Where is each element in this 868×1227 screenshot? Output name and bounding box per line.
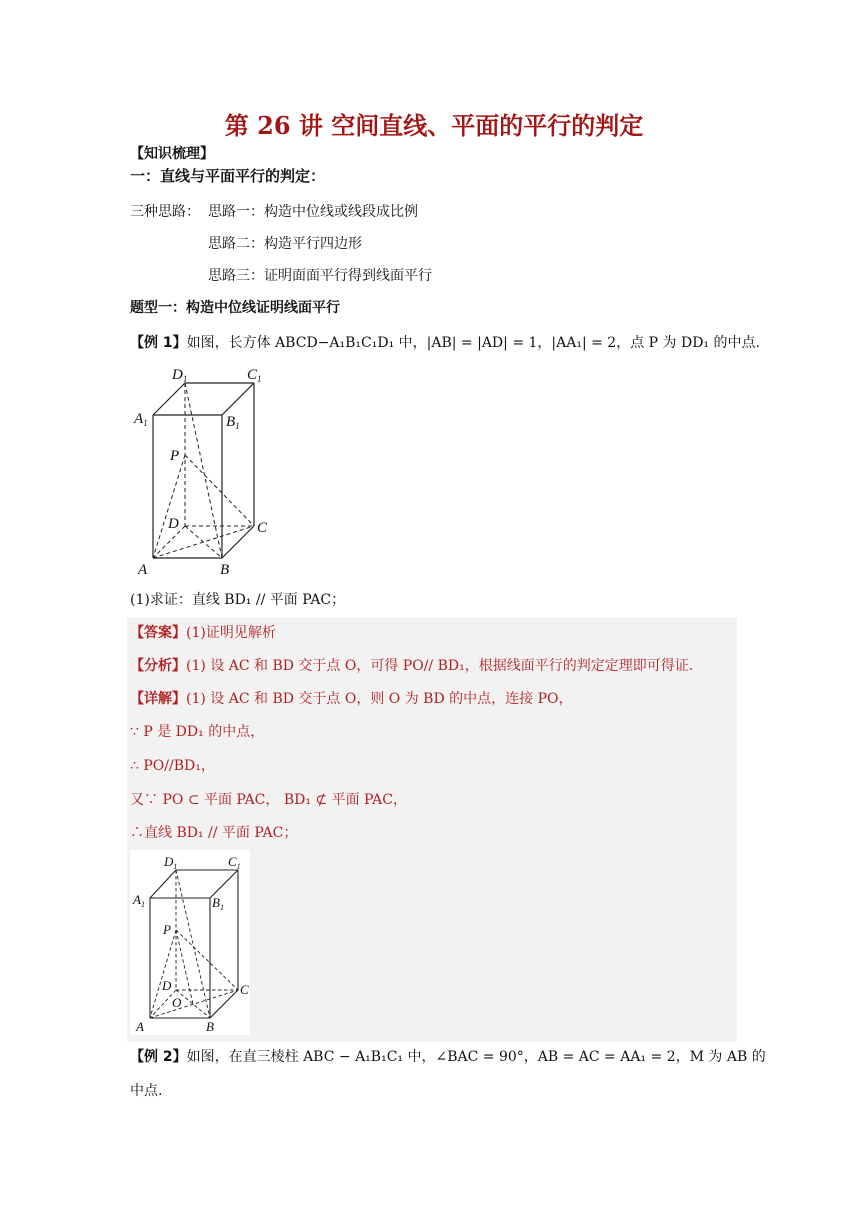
example-1-tag: 【例 1】 (130, 335, 187, 351)
label-B1: $B_1$ (226, 414, 240, 431)
label-C1: $C_1$ (247, 367, 262, 384)
example-1-question: (1)求证：直线 BD₁ // 平面 PAC； (130, 592, 346, 608)
analysis-text: (1) 设 AC 和 BD 交于点 O，可得 PO// BD₁，根据线面平行的判定定理即可得证. (186, 658, 694, 674)
idea-1: 思路一：构造中位线或线段成比例 (208, 204, 418, 220)
label2-B: B (206, 1019, 214, 1034)
detail-line-4: 又∵ PO ⊂ 平面 PAC， BD₁ ⊄ 平面 PAC， (130, 792, 407, 808)
label2-B1: $B_1$ (212, 895, 224, 912)
section-tag: 【知识梳理】 (130, 146, 214, 162)
label-C: C (257, 520, 268, 536)
example-1-line (130, 332, 760, 352)
label-A1: $A_1$ (134, 411, 148, 428)
answer-line (130, 622, 276, 642)
page-title: 第 26 讲 空间直线、平面的平行的判定 (224, 111, 644, 140)
detail-line-2: ∵ P 是 DD₁ 的中点， (130, 724, 265, 740)
type-1-heading: 题型一：构造中位线证明线面平行 (130, 300, 340, 316)
label-D1: $D_1$ (172, 367, 188, 384)
idea-2: 思路二：构造平行四边形 (208, 236, 362, 252)
label-P: P (170, 448, 180, 464)
answer-tag: 【答案】 (130, 625, 186, 641)
label2-P: P (163, 922, 171, 937)
detail-line-3: ∴ PO//BD₁， (130, 758, 215, 774)
analysis-line (130, 655, 693, 675)
label-D: D (168, 516, 179, 532)
label2-C1: $C_1$ (228, 854, 241, 871)
label-B: B (220, 562, 230, 578)
label2-A: A (136, 1019, 144, 1034)
answer-text: (1)证明见解析 (186, 625, 276, 641)
cuboid-figure-2 (130, 850, 250, 1035)
label2-D: D (162, 978, 172, 993)
example-1-text: 如图，长方体 ABCD−A₁B₁C₁D₁ 中，|AB| = |AD| = 1，|AA₁| = 2，点 P 为 DD₁ 的中点. (186, 335, 760, 351)
label2-A1: $A_1$ (133, 892, 145, 909)
cuboid-figure-1 (130, 360, 280, 580)
detail-tag: 【详解】 (130, 691, 186, 707)
detail-line-1 (130, 688, 572, 708)
heading-line-plane-parallel: 一：直线与平面平行的判定： (130, 167, 326, 185)
example-2-line-2: 中点. (130, 1083, 163, 1099)
detail-line-5: ∴直线 BD₁ // 平面 PAC； (130, 825, 298, 841)
idea-3: 思路三：证明面面平行得到线面平行 (208, 268, 432, 284)
ideas-lead: 三种思路： (130, 204, 200, 220)
label-A: A (138, 562, 148, 578)
label2-D1: $D_1$ (164, 854, 178, 871)
example-2-tag: 【例 2】 (130, 1049, 187, 1065)
example-2-line-1 (130, 1046, 766, 1066)
detail-text-1: (1) 设 AC 和 BD 交于点 O，则 O 为 BD 的中点，连接 PO， (186, 691, 573, 707)
label2-C: C (240, 982, 249, 997)
example-2-text: 如图，在直三棱柱 ABC − A₁B₁C₁ 中，∠BAC = 90°，AB = AC = AA₁ = 2，M 为 AB 的 (186, 1049, 766, 1065)
label2-O: O (172, 995, 182, 1010)
analysis-tag: 【分析】 (130, 658, 186, 674)
